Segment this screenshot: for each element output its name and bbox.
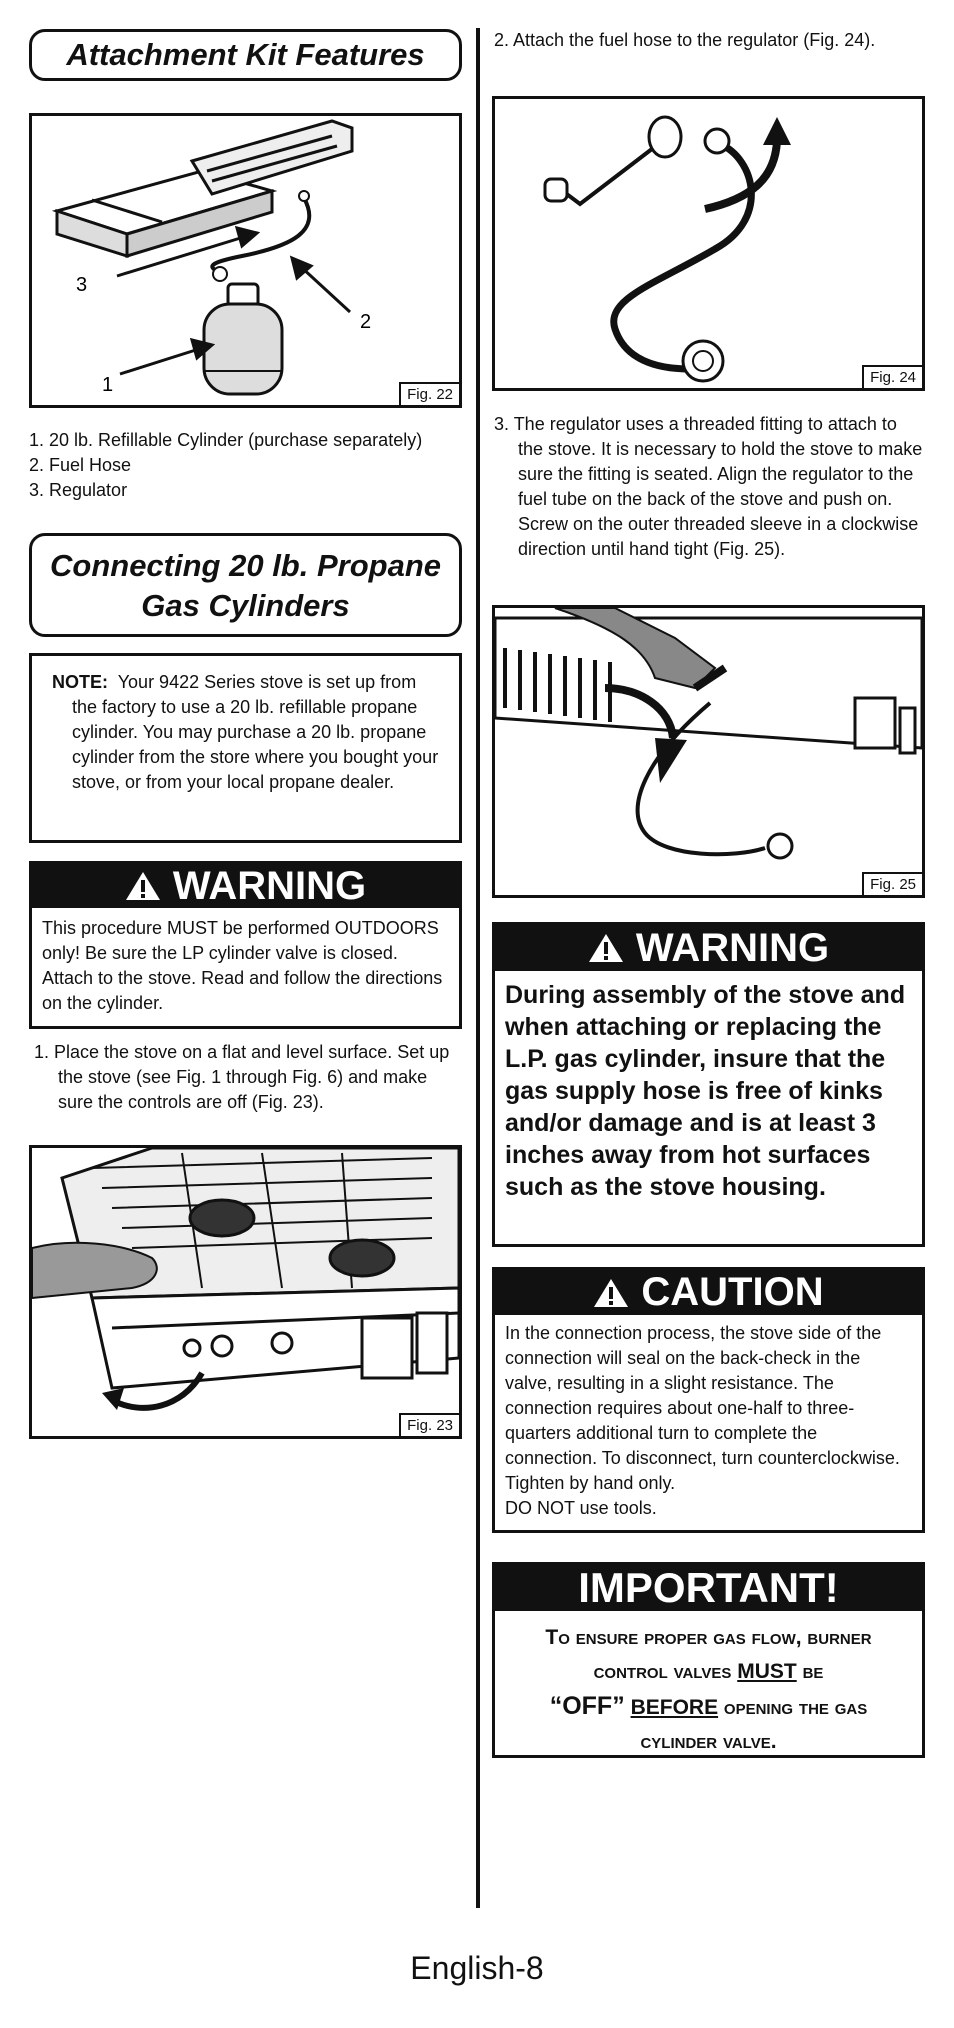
figure-23 [29,1145,462,1439]
section-title-attachment-kit: Attachment Kit Features [29,29,462,81]
warning-box-1 [29,861,462,1029]
warning-text: During assembly of the stove and when attaching or replacing the L.P. gas cylinder, insure that the gas supply hose is free of kinks and/or damage and is at least 3 inches away from hot surfaces such as the stove housing. [505,981,906,1201]
parts-list-item: 1. 20 lb. Refillable Cylinder (purchase separately) [29,430,423,450]
step-2: 2. Attach the fuel hose to the regulator (Fig. 24). [494,30,876,50]
section-title-connecting-cylinders: Connecting 20 lb. Propane Gas Cylinders [29,533,462,637]
note-text: Your 9422 Series stove is set up from the factory to use a 20 lb. refillable propane cylinder. You may purchase a 20 lb. propane cylinder from the store where you bought your stove, or from your local propane dealer. [72,672,439,792]
callout-2: 2 [360,311,372,333]
parts-list-item: 3. Regulator [29,480,128,500]
figure-22 [29,113,462,408]
caution-banner: CAUTION [495,1270,922,1315]
figure-25 [492,605,925,898]
regulator-attach-illustration [495,608,922,895]
figure-24 [492,96,925,391]
warning-triangle-icon [593,1277,629,1309]
warning-triangle-icon [588,932,624,964]
step-3: 3. The regulator uses a threaded fitting to attach to the stove. It is necessary to hold the stove to make sure the fitting is seated. Align the regulator to the fuel tube on the back of the stove and push on. Screw on the outer threaded sleeve in a clockwise direction until hand tight (Fig. 25). [494,414,923,559]
note-label: NOTE: [52,672,108,692]
callout-1: 1 [102,374,114,396]
attachment-kit-illustration [32,116,459,405]
fig-23-label: Fig. 23 [399,1413,459,1436]
parts-list [29,428,469,503]
regulator-hose-illustration [495,99,922,388]
step-1: 1. Place the stove on a flat and level surface. Set up the stove (see Fig. 1 through Fig. 6) and make sure the controls are off (Fig. 23). [34,1042,450,1112]
important-box [492,1562,925,1758]
fig-24-label: Fig. 24 [862,365,922,388]
warning-text: This procedure MUST be performed OUTDOORS only! Be sure the LP cylinder valve is closed. Attach to the stove. Read and follow the directions on the cylinder. [42,918,443,1013]
caution-box [492,1267,925,1533]
note-box [29,653,462,843]
page-number: English-8 [410,1950,544,1986]
warning-banner: WARNING [495,925,922,971]
propane-cylinder [204,284,282,394]
warning-triangle-icon [125,870,161,902]
warning-box-2 [492,922,925,1247]
caution-text: In the connection process, the stove side of the connection will seal on the back-check in the valve, resulting in a slight resistance. The connection requires about one-half to three-quarters additional turn to complete the connection. To disconnect, turn counterclockwise. Tighten by hand only. [505,1323,900,1493]
callout-3: 3 [76,274,88,296]
important-banner: IMPORTANT! [495,1565,922,1611]
caution-text-2: DO NOT use tools. [505,1498,657,1518]
parts-list-item: 2. Fuel Hose [29,455,132,475]
stove-controls-illustration [32,1148,459,1436]
important-text: To ensure proper gas flow, burner control valves MUST be “OFF” BEFORE opening the gas cylinder valve. [545,1626,872,1753]
fig-22-label: Fig. 22 [399,382,459,405]
fig-25-label: Fig. 25 [862,872,922,895]
column-divider [476,28,480,1908]
caution-body [495,1315,922,1527]
warning-banner: WARNING [32,864,459,908]
